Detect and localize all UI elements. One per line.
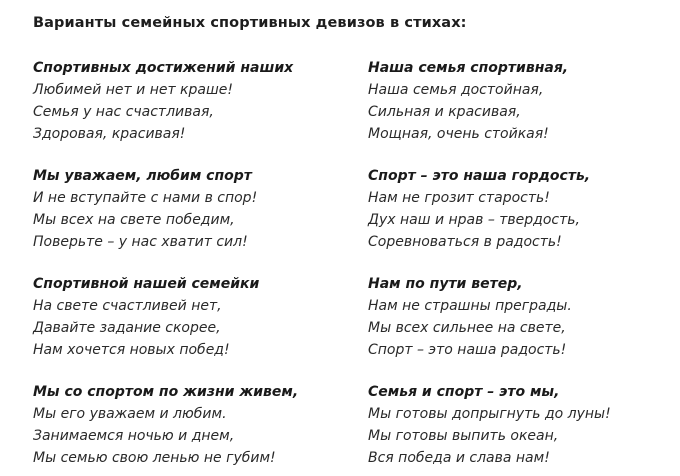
poem-line: Нам хочется новых побед! (33, 342, 230, 358)
poem-line: Мы всех на свете победим, (33, 212, 235, 228)
poem-line: Мы семью свою ленью не губим! (33, 450, 276, 466)
poem-title: Мы уважаем, любим спорт (33, 168, 252, 184)
poem-line: Дух наш и нрав – твердость, (368, 212, 580, 228)
poem-title: Мы со спортом по жизни живем, (33, 384, 299, 400)
poem-line: Семья у нас счастливая, (33, 104, 214, 120)
poem (33, 165, 257, 253)
poem-line: Соревноваться в радость! (368, 234, 562, 250)
poem (33, 57, 293, 145)
poem-title: Нам по пути ветер, (368, 276, 523, 292)
poem-line: Здоровая, красивая! (33, 126, 186, 142)
poem-title: Семья и спорт – это мы, (368, 384, 560, 400)
poem (368, 273, 572, 361)
poem-line: Мощная, очень стойкая! (368, 126, 549, 142)
poem-line: Поверьте – у нас хватит сил! (33, 234, 248, 250)
poem-line: Нам не грозит старость! (368, 190, 550, 206)
poem-line: И не вступайте с нами в спор! (33, 190, 258, 206)
poem-title: Наша семья спортивная, (368, 60, 569, 76)
poem-line: На свете счастливей нет, (33, 298, 222, 314)
poem-line: Спорт – это наша радость! (368, 342, 567, 358)
poem (368, 165, 590, 253)
poem-line: Давайте задание скорее, (33, 320, 221, 336)
poem-title: Спортивной нашей семейки (33, 276, 260, 292)
poem (33, 381, 298, 469)
poem (368, 57, 568, 145)
poem-line: Мы готовы выпить океан, (368, 428, 559, 444)
poem-line: Любимей нет и нет краше! (33, 82, 234, 98)
poem-line: Наша семья достойная, (368, 82, 544, 98)
poem-line: Сильная и красивая, (368, 104, 521, 120)
page-heading: Варианты семейных спортивных девизов в стихах: (33, 15, 467, 31)
poem (368, 381, 611, 469)
poem (33, 273, 259, 361)
poem-line: Мы его уважаем и любим. (33, 406, 227, 422)
poem-line: Мы всех сильнее на свете, (368, 320, 566, 336)
poem-line: Занимаемся ночью и днем, (33, 428, 235, 444)
poem-line: Вся победа и слава нам! (368, 450, 550, 466)
poem-line: Нам не страшны преграды. (368, 298, 572, 314)
poem-line: Мы готовы допрыгнуть до луны! (368, 406, 611, 422)
poem-title: Спорт – это наша гордость, (368, 168, 591, 184)
poem-title: Спортивных достижений наших (33, 60, 294, 76)
